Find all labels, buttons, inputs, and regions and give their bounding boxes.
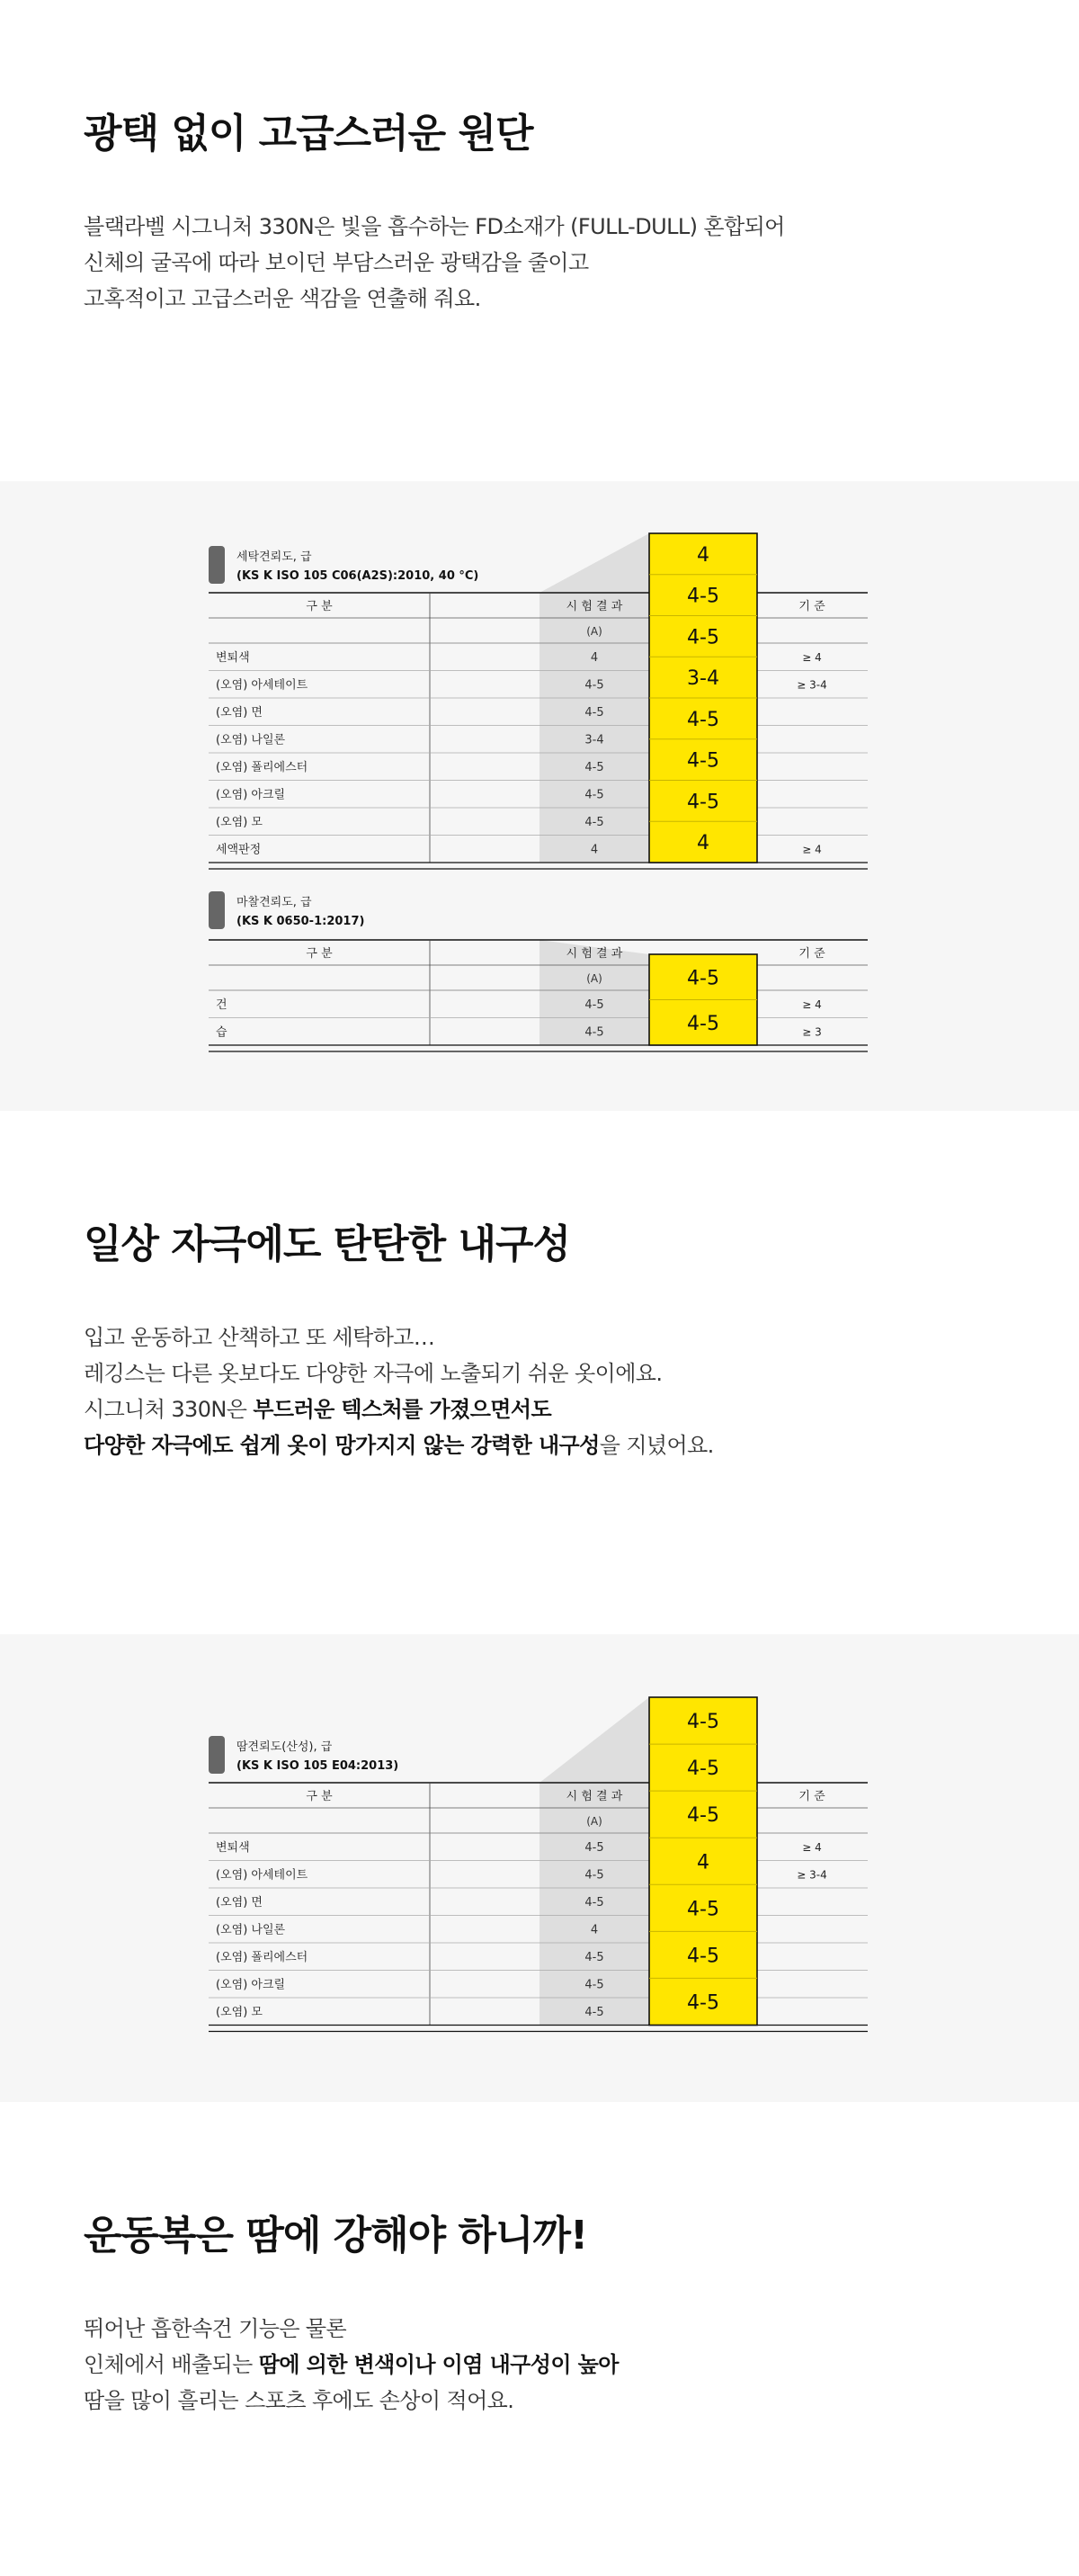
row-value: 4-5: [584, 1841, 604, 1855]
row-value: 4: [590, 1923, 599, 1937]
section-heading: 광택 없이 고급스러운 원단: [84, 111, 533, 157]
section-description: [84, 1319, 1001, 1463]
highlight-value: 4-5: [687, 585, 719, 608]
emphasis-text: 부드러운 텍스처를 가졌으면서도: [253, 1397, 552, 1422]
highlight-value: 4-5: [687, 1012, 719, 1035]
row-value: 4-5: [584, 998, 604, 1012]
emphasis-text: 땀에 의한 변색이나 이염 내구성이 높아: [258, 2352, 619, 2377]
title-tab-marker: [209, 1736, 225, 1774]
highlight-value: 4: [697, 543, 709, 567]
body-text: 입고 운동하고 산책하고 또 세탁하고…: [84, 1325, 435, 1350]
row-label: 변퇴색: [216, 651, 250, 665]
row-value: 4-5: [584, 761, 604, 774]
title-tab-marker: [209, 891, 225, 929]
table-title: 세탁견뢰도, 급: [236, 550, 312, 564]
row-value: 3-4: [584, 733, 604, 747]
highlight-value: 4-5: [687, 1898, 719, 1921]
highlight-value: 3-4: [687, 667, 719, 691]
section-heading: 운동복은 땀에 강해야 하니까!: [84, 2213, 588, 2258]
section-description: [84, 209, 1001, 317]
result-column-shade: [540, 1697, 649, 2026]
row-standard: ≥ 3-4: [797, 678, 827, 692]
highlight-value: 4-5: [687, 1804, 719, 1828]
body-text: 블랙라벨 시그니처 330N은 빛을 흡수하는 FD소재가 (FULL-DULL) 혼합되어: [84, 214, 785, 239]
row-standard: ≥ 4: [802, 998, 822, 1011]
highlight-value: 4-5: [687, 791, 719, 814]
highlight-value: 4-5: [687, 626, 719, 649]
row-label: (오염) 폴리에스터: [216, 761, 308, 774]
description-line: [84, 1355, 1001, 1391]
highlight-value: 4: [697, 832, 709, 855]
header-standard: 기 준: [798, 1790, 825, 1803]
title-tab-marker: [209, 546, 225, 584]
description-line: [84, 281, 1001, 317]
row-value: 4: [590, 843, 599, 857]
header-standard: 기 준: [798, 600, 825, 613]
highlight-value: 4-5: [687, 967, 719, 990]
row-value: 4-5: [584, 788, 604, 802]
table-subtitle: (KS K ISO 105 E04:2013): [236, 1759, 399, 1773]
description-line: [84, 209, 1001, 245]
row-label: (오염) 아크릴: [216, 1978, 286, 1992]
section-sweat-resistance: [0, 2102, 1079, 2576]
description-line: [84, 1319, 1001, 1355]
highlight-value: 4-5: [687, 749, 719, 773]
header-result: 시 험 결 과: [566, 1790, 623, 1803]
table-title: 마찰견뢰도, 급: [236, 896, 312, 909]
row-label: (오염) 면: [216, 1896, 263, 1910]
table-title: 땀견뢰도(산성), 급: [236, 1740, 333, 1754]
description-line: [84, 1427, 1001, 1463]
header-category: 구 분: [306, 1790, 333, 1803]
section-heading: 일상 자극에도 탄탄한 내구성: [84, 1221, 571, 1267]
table-subtitle: (KS K ISO 105 C06(A2S):2010, 40 °C): [236, 569, 479, 583]
row-value: 4-5: [584, 1025, 604, 1040]
body-text: 뛰어난 흡한속건 기능은 물론: [84, 2316, 347, 2341]
description-line: [84, 1391, 1001, 1427]
row-label: (오염) 아세테이트: [216, 678, 308, 693]
highlight-value: 4-5: [687, 1711, 719, 1734]
row-label: 건: [216, 998, 227, 1012]
row-standard: ≥ 4: [802, 651, 822, 664]
row-label: (오염) 아크릴: [216, 788, 286, 802]
description-line: [84, 245, 1001, 281]
section-durability: [0, 1111, 1079, 1634]
highlight-value: 4-5: [687, 1991, 719, 2015]
header-category: 구 분: [306, 600, 333, 613]
row-value: 4-5: [584, 706, 604, 720]
row-value: 4-5: [584, 1896, 604, 1910]
test-result-panel-wash-rub: [0, 481, 1079, 1111]
body-text: 을 지녔어요.: [599, 1433, 714, 1458]
body-text: 시그니처 330N은: [84, 1397, 254, 1422]
test-table-graphic: [0, 1634, 1079, 2102]
table-subtitle: (KS K 0650-1:2017): [236, 915, 365, 928]
header-standard: 기 준: [798, 947, 825, 961]
highlight-value: 4-5: [687, 1758, 719, 1781]
body-text: 레깅스는 다른 옷보다도 다양한 자극에 노출되기 쉬운 옷이에요.: [84, 1361, 663, 1386]
test-tables-graphic: [0, 481, 1079, 1111]
highlight-value: 4-5: [687, 708, 719, 731]
row-standard: ≥ 3-4: [797, 1868, 827, 1882]
highlight-value: 4: [697, 1851, 709, 1874]
description-line: [84, 2311, 1001, 2347]
row-standard: ≥ 4: [802, 843, 822, 856]
row-label: (오염) 모: [216, 816, 263, 829]
header-sub-a: (A): [586, 625, 602, 638]
row-label: 변퇴색: [216, 1841, 250, 1855]
header-sub-a: (A): [586, 1815, 602, 1828]
row-label: (오염) 아세테이트: [216, 1868, 308, 1883]
header-sub-a: (A): [586, 972, 602, 985]
row-value: 4-5: [584, 816, 604, 829]
section-description: [84, 2311, 1001, 2419]
row-value: 4-5: [584, 678, 604, 693]
body-text: 인체에서 배출되는: [84, 2352, 259, 2377]
row-value: 4-5: [584, 1978, 604, 1992]
body-text: 고혹적이고 고급스러운 색감을 연출해 줘요.: [84, 286, 481, 311]
row-value: 4-5: [584, 1951, 604, 1964]
body-text: 신체의 굴곡에 따라 보이던 부담스러운 광택감을 줄이고: [84, 250, 589, 275]
body-text: 땀을 많이 흘리는 스포츠 후에도 손상이 적어요.: [84, 2388, 514, 2413]
description-line: [84, 2383, 1001, 2419]
row-label: 세액판정: [216, 843, 262, 857]
row-label: (오염) 나일론: [216, 1923, 286, 1937]
row-standard: ≥ 4: [802, 1841, 822, 1854]
emphasis-text: 다양한 자극에도 쉽게 옷이 망가지지 않는 강력한 내구성: [84, 1433, 600, 1458]
header-result: 시 험 결 과: [566, 600, 623, 613]
row-label: (오염) 폴리에스터: [216, 1951, 308, 1964]
row-label: 습: [216, 1025, 227, 1040]
highlight-value: 4-5: [687, 1945, 719, 1968]
header-result: 시 험 결 과: [566, 947, 623, 961]
row-standard: ≥ 3: [802, 1025, 822, 1039]
test-result-panel-perspiration: [0, 1634, 1079, 2102]
row-label: (오염) 면: [216, 706, 263, 720]
row-value: 4-5: [584, 2006, 604, 2019]
row-value: 4: [590, 651, 599, 665]
description-line: [84, 2347, 1001, 2383]
row-value: 4-5: [584, 1868, 604, 1883]
section-matte-fabric: [0, 0, 1079, 481]
row-label: (오염) 모: [216, 2006, 263, 2019]
header-category: 구 분: [306, 947, 333, 961]
row-label: (오염) 나일론: [216, 733, 286, 747]
